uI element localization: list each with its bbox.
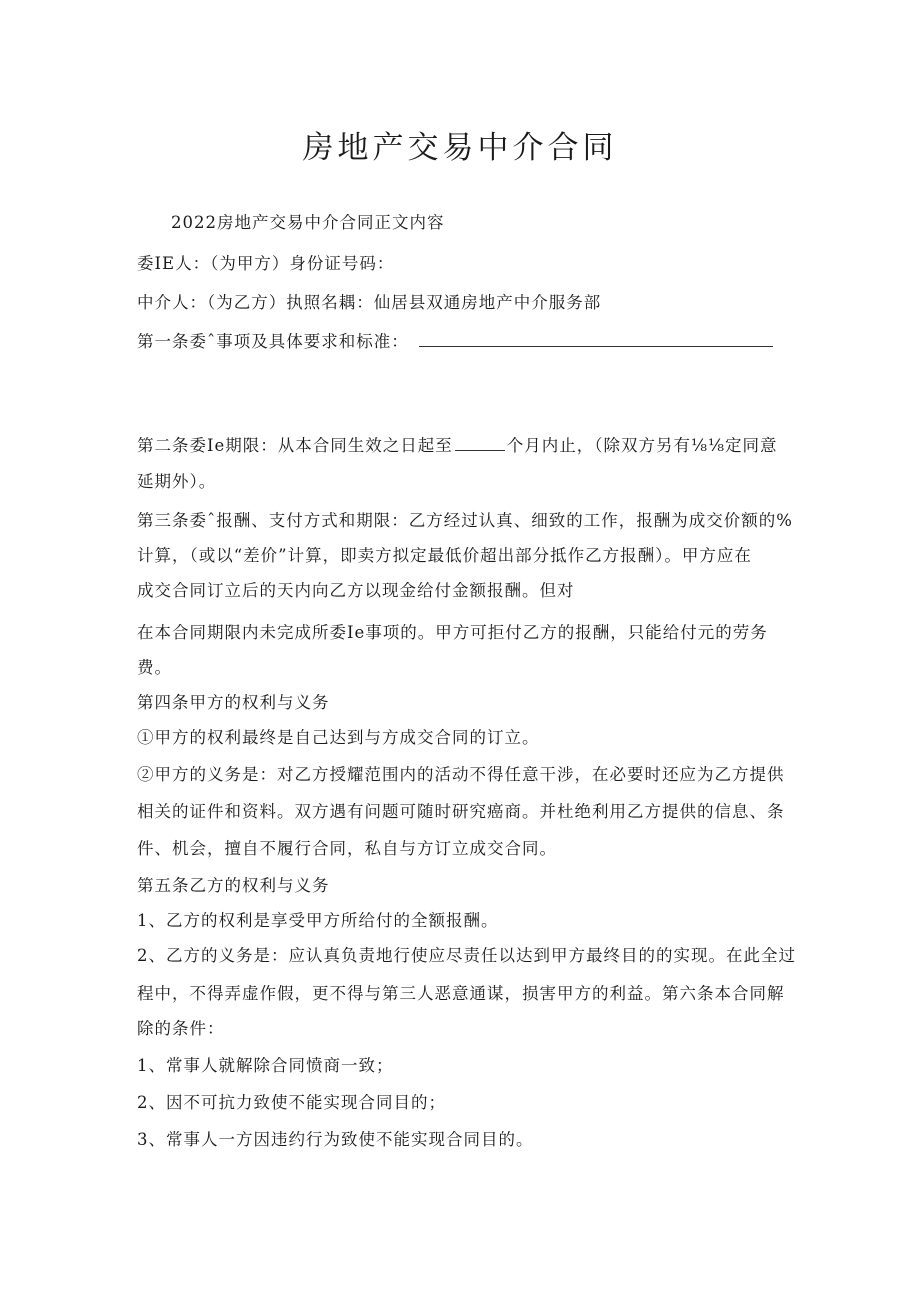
article6-item1: 1、常事人就解除合同愤商一致； <box>137 1056 394 1075</box>
intro-line: 2022房地产交易中介合同正文内容 <box>171 213 445 232</box>
article5-title: 第五条乙方的权利与义务 <box>137 876 330 895</box>
article4-title: 第四条甲方的权利与义务 <box>137 693 330 712</box>
article5-item2-line-2: 程中，不得弄虚作假，更不得与第三人恶意通谋，损害甲方的利益。第六条本合同解 <box>137 984 785 1003</box>
article2-blank <box>455 436 505 451</box>
article2-line <box>137 435 787 457</box>
article4-item2-line-1: ②甲方的义务是：对乙方授耀范围内的活动不得任意干涉，在必要时还应为乙方提供 <box>137 765 785 784</box>
article2-text-2: 个月内止，（除双方另有⅛⅛定同意 <box>506 436 778 455</box>
article2-cont: 延期外）。 <box>137 472 217 491</box>
article3-line-5: 费。 <box>137 658 172 677</box>
document-title: 房地产交易中介合同 <box>302 130 618 166</box>
article4-item2-line-2: 相关的证件和资料。双方遇有问题可随时研究癌商。并杜绝利用乙方提供的信息、条 <box>137 802 785 821</box>
article3-line-4: 在本合同期限内未完成所委Ie事项的。甲方可拒付乙方的报酬，只能给付元的劳务 <box>137 623 768 642</box>
client-line: 委IE人：（为甲方）身份证号码： <box>137 254 395 273</box>
article5-item2-line-3: 除的条件： <box>137 1019 225 1038</box>
article5-item2-line-1: 2、乙方的义务是：应认真负责地行使应尽责任以达到甲方最终目的的实现。在此全过 <box>137 946 796 965</box>
article5-item1: 1、乙方的权利是享受甲方所给付的全额报酬。 <box>137 911 499 930</box>
article6-item3: 3、常事人一方因违约行为致使不能实现合同目的。 <box>137 1130 534 1149</box>
article1-blank <box>419 332 773 347</box>
article3-line-1: 第三条委ˆ报酬、支付方式和期限：乙方经过认真、细致的工作，报酬为成交价额的% <box>137 511 793 530</box>
article3-line-3: 成交合同订立后的天内向乙方以现金给付金额报酬。但对 <box>137 581 575 600</box>
article2-text-1: 第二条委Ie期限：从本合同生效之日起至 <box>137 436 453 455</box>
article1-line <box>137 331 787 353</box>
agent-line: 中介人：（为乙方）执照名耦：仙居县双通房地产中介服务部 <box>137 293 602 312</box>
article3-line-2: 计算，（或以“差价”计算，即卖方拟定最低价超出部分抵作乙方报酬）。甲方应在 <box>137 546 752 565</box>
article4-item1: ①甲方的权利最终是自己达到与方成交合同的订立。 <box>137 728 540 747</box>
article6-item2: 2、因不可抗力致使不能实现合同目的； <box>137 1093 446 1112</box>
article1-text: 第一条委ˆ事项及具体要求和标准： <box>137 332 409 351</box>
article4-item2-line-3: 件、机会，擅自不履行合同，私自与方订立成交合同。 <box>137 839 557 858</box>
